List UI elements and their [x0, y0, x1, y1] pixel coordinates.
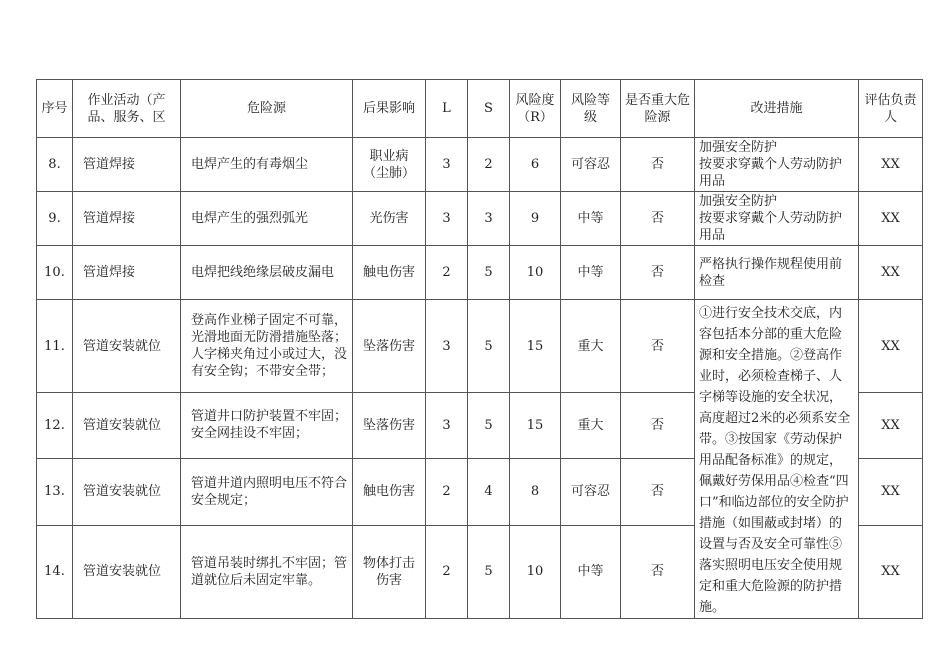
risk-assessment-table: [36, 79, 923, 619]
cell-level: 重大: [561, 393, 621, 459]
header-activity: 作业活动（产品、服务、区: [73, 80, 181, 138]
cell-r: 9: [510, 192, 561, 246]
cell-consequence: 坠落伤害: [353, 300, 426, 393]
cell-consequence: 光伤害: [353, 192, 426, 246]
cell-activity: 管道安装就位: [73, 300, 181, 393]
cell-s: 5: [468, 525, 510, 618]
header-assessor: 评估负责人: [859, 80, 923, 138]
cell-consequence: 物体打击伤害: [353, 525, 426, 618]
cell-r: 15: [510, 393, 561, 459]
cell-activity: 管道焊接: [73, 192, 181, 246]
cell-assessor: XX: [859, 393, 923, 459]
cell-hazard: 管道井口防护装置不牢固；安全网挂设不牢固；: [181, 393, 353, 459]
cell-consequence: 职业病（尘肺）: [353, 138, 426, 192]
cell-level: 中等: [561, 525, 621, 618]
cell-s: 5: [468, 300, 510, 393]
table-row: [37, 246, 923, 300]
cell-consequence: 触电伤害: [353, 246, 426, 300]
cell-major: 否: [621, 138, 695, 192]
cell-seq: 13.: [37, 458, 73, 525]
cell-assessor: XX: [859, 458, 923, 525]
cell-hazard: 管道井道内照明电压不符合安全规定；: [181, 458, 353, 525]
cell-s: 4: [468, 458, 510, 525]
cell-r: 15: [510, 300, 561, 393]
cell-level: 中等: [561, 192, 621, 246]
cell-s: 5: [468, 246, 510, 300]
cell-assessor: XX: [859, 246, 923, 300]
cell-hazard: 管道吊装时绑扎不牢固；管道就位后未固定牢靠。: [181, 525, 353, 618]
cell-l: 2: [426, 246, 468, 300]
cell-improvement: 加强安全防护 按要求穿戴个人劳动防护用品: [695, 192, 859, 246]
cell-level: 可容忍: [561, 138, 621, 192]
header-improvement: 改进措施: [695, 80, 859, 138]
cell-major: 否: [621, 300, 695, 393]
header-major: 是否重大危险源: [621, 80, 695, 138]
table-row: [37, 192, 923, 246]
cell-major: 否: [621, 393, 695, 459]
cell-seq: 12.: [37, 393, 73, 459]
cell-activity: 管道安装就位: [73, 393, 181, 459]
cell-activity: 管道焊接: [73, 138, 181, 192]
cell-major: 否: [621, 458, 695, 525]
header-seq: 序号: [37, 80, 73, 138]
cell-l: 2: [426, 458, 468, 525]
cell-l: 3: [426, 300, 468, 393]
cell-l: 3: [426, 393, 468, 459]
cell-major: 否: [621, 525, 695, 618]
cell-s: 3: [468, 192, 510, 246]
cell-seq: 14.: [37, 525, 73, 618]
cell-hazard: 电焊产生的有毒烟尘: [181, 138, 353, 192]
cell-level: 可容忍: [561, 458, 621, 525]
cell-improvement: 严格执行操作规程使用前检查: [695, 246, 859, 300]
cell-l: 2: [426, 525, 468, 618]
cell-s: 2: [468, 138, 510, 192]
cell-seq: 8.: [37, 138, 73, 192]
header-risk-level: 风险等级: [561, 80, 621, 138]
header-l: L: [426, 80, 468, 138]
cell-r: 10: [510, 246, 561, 300]
cell-major: 否: [621, 246, 695, 300]
cell-activity: 管道焊接: [73, 246, 181, 300]
table-row: [37, 138, 923, 192]
header-consequence: 后果影响: [353, 80, 426, 138]
cell-major: 否: [621, 192, 695, 246]
merged-improvement-text: ①进行安全技术交底，内容包括本分部的重大危险源和安全措施。②登高作业时，必须检查梯子、人字梯等设施的安全状况，高度超过2米的必须系安全带。③按国家《劳动保护用品配备标准》的规定，佩戴好劳保用品④检查“四口”和临边部位的安全防护措施（如围蔽或封堵）的设置与否及安全可靠性⑤落实照明电压安全使用规定和重大危险源的防护措施。: [699, 306, 851, 615]
cell-assessor: XX: [859, 525, 923, 618]
cell-activity: 管道安装就位: [73, 525, 181, 618]
cell-assessor: XX: [859, 300, 923, 393]
cell-hazard: 电焊把线绝缘层破皮漏电: [181, 246, 353, 300]
cell-hazard: 登高作业梯子固定不可靠，光滑地面无防滑措施坠落；人字梯夹角过小或过大，没有安全钩；不带安全带；: [181, 300, 353, 393]
cell-l: 3: [426, 192, 468, 246]
cell-seq: 9.: [37, 192, 73, 246]
cell-hazard: 电焊产生的强烈弧光: [181, 192, 353, 246]
cell-r: 10: [510, 525, 561, 618]
cell-r: 8: [510, 458, 561, 525]
cell-activity: 管道安装就位: [73, 458, 181, 525]
cell-seq: 10.: [37, 246, 73, 300]
cell-level: 重大: [561, 300, 621, 393]
cell-improvement-merged: [695, 300, 859, 619]
cell-s: 5: [468, 393, 510, 459]
cell-assessor: XX: [859, 138, 923, 192]
cell-assessor: XX: [859, 192, 923, 246]
header-hazard: 危险源: [181, 80, 353, 138]
header-risk-degree: 风险度（R）: [510, 80, 561, 138]
table-row: [37, 300, 923, 393]
header-s: S: [468, 80, 510, 138]
cell-consequence: 坠落伤害: [353, 393, 426, 459]
cell-seq: 11.: [37, 300, 73, 393]
cell-r: 6: [510, 138, 561, 192]
cell-l: 3: [426, 138, 468, 192]
table-header-row: [37, 80, 923, 138]
cell-consequence: 触电伤害: [353, 458, 426, 525]
cell-improvement: 加强安全防护 按要求穿戴个人劳动防护用品: [695, 138, 859, 192]
cell-level: 中等: [561, 246, 621, 300]
